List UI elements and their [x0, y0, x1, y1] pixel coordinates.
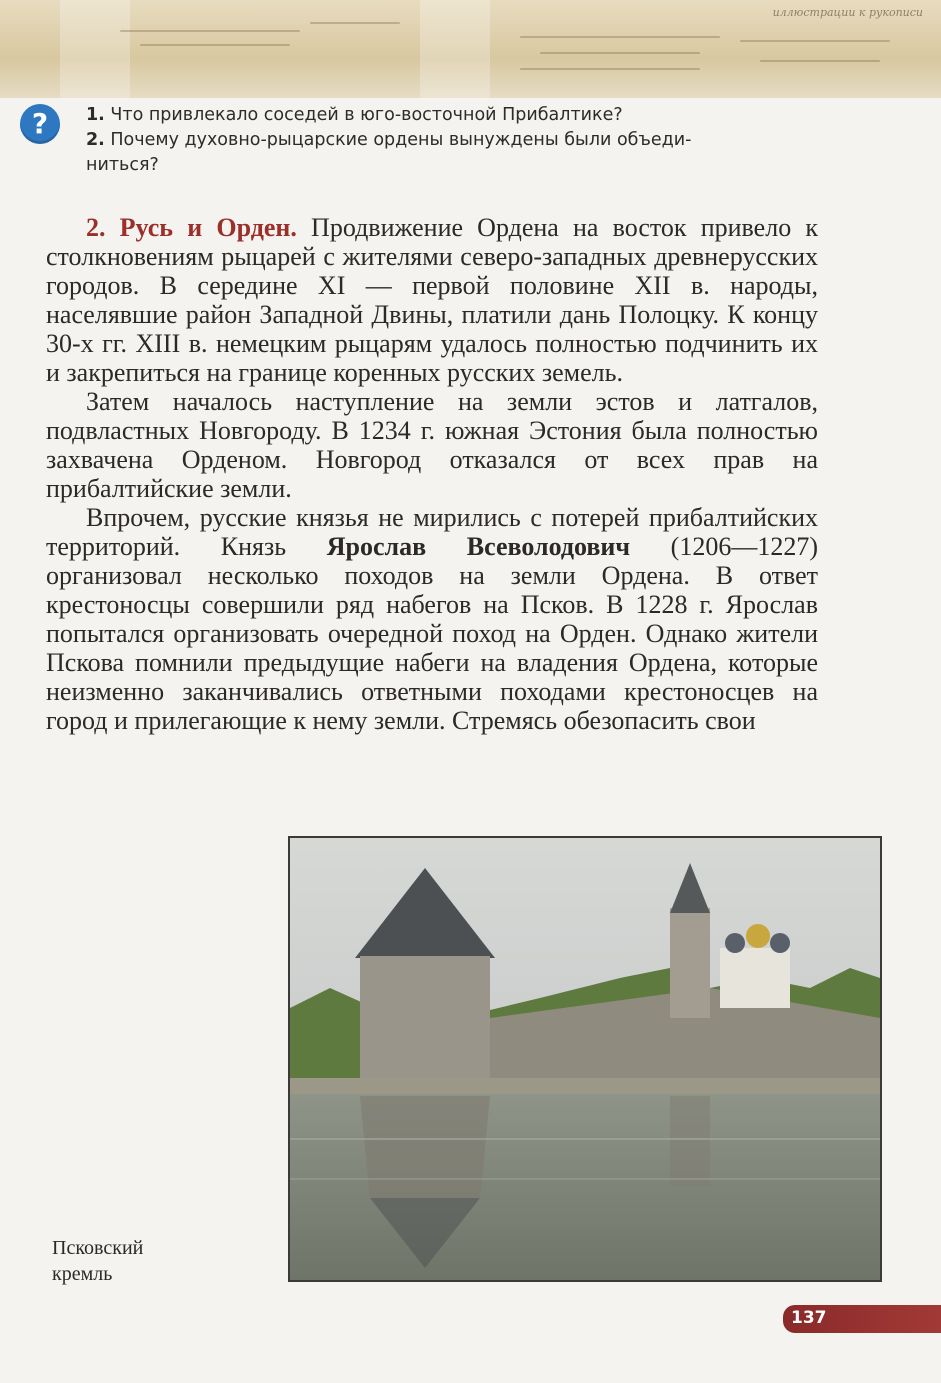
question-text: Почему духовно-рыцарские ордены вынуждены были объеди-	[104, 130, 692, 150]
question-text: Что привлекало соседей в юго-восточной Прибалтике?	[104, 105, 623, 125]
header-scribble	[520, 68, 700, 70]
trinity-cathedral	[720, 948, 790, 1008]
cathedral-dome	[725, 933, 745, 953]
header-scribble	[540, 52, 700, 54]
questions-block	[86, 103, 826, 178]
person-name: Ярослав Всеволодович	[326, 532, 631, 561]
page-number: 137	[791, 1308, 827, 1328]
question-text: ниться?	[86, 155, 159, 175]
cathedral-dome-gold	[746, 924, 770, 948]
pokrovskaya-tower	[360, 956, 490, 1081]
page-header-decoration	[0, 0, 941, 98]
header-caption: иллюстрации к рукописи	[772, 6, 923, 19]
question-1	[86, 103, 826, 128]
header-scribble	[120, 30, 300, 32]
question-2-continued	[86, 153, 826, 178]
header-scribble	[740, 40, 890, 42]
water-ripple	[290, 1178, 880, 1180]
question-icon: ?	[20, 104, 60, 144]
pskov-kremlin-photo	[288, 836, 882, 1282]
header-fold	[420, 0, 490, 98]
tower-reflection	[360, 1096, 490, 1198]
paragraph-1-text: Продвижение Ордена на восток привело к столкновениям рыцарей с жителями северо-западных древнерусских городов. В середине XI — первой половине XII в. народы, населявшие район Западной Двины, платили дань Полоцку. К концу 30-х гг. XIII в. немецким рыцарям удалось полностью подчинить их и закрепиться на границе коренных русских земель.	[46, 213, 818, 387]
header-fold	[60, 0, 130, 98]
question-number: 2.	[86, 130, 105, 150]
section-body	[46, 213, 818, 735]
question-number: 1.	[86, 105, 105, 125]
header-scribble	[140, 44, 290, 46]
bell-tower-reflection	[670, 1096, 710, 1186]
bell-tower	[670, 908, 710, 1018]
caption-line-1: Псковский	[52, 1237, 144, 1259]
paragraph-3	[46, 503, 818, 735]
page-number-bar	[783, 1305, 941, 1333]
header-scribble	[520, 36, 720, 38]
section-heading: 2. Русь и Орден.	[86, 213, 297, 242]
paragraph-3-text: Впрочем, русские князья не мирились с потерей прибалтийских территорий. Князь	[46, 503, 818, 561]
shore	[290, 1078, 880, 1094]
cathedral-dome	[770, 933, 790, 953]
paragraph-1	[46, 213, 818, 387]
paragraph-3-text-continued: (1206—1227) организовал несколько походов на земли Ордена. В ответ крестоносцы совершили ряд набегов на Псков. В 1228 г. Ярослав попытался организовать очередной поход на Орден. Однако жители Пскова помнили предыдущие набеги на владения Ордена, которые неизменно заканчивались ответными походами крестоносцев на город и прилегающие к нему земли. Стремясь обезопасить свои	[46, 532, 818, 735]
header-scribble	[310, 22, 400, 24]
caption-line-2: кремль	[52, 1263, 113, 1285]
photo-illustration	[290, 838, 880, 1280]
figure-caption	[52, 1235, 202, 1287]
header-scribble	[760, 60, 880, 62]
water-ripple	[290, 1138, 880, 1140]
paragraph-2: Затем началось наступление на земли эстов и латгалов, подвластных Новгороду. В 1234 г. южная Эстония была полностью захвачена Орденом. Новгород отказался от всех прав на прибалтийские земли.	[46, 387, 818, 503]
question-2	[86, 128, 826, 153]
